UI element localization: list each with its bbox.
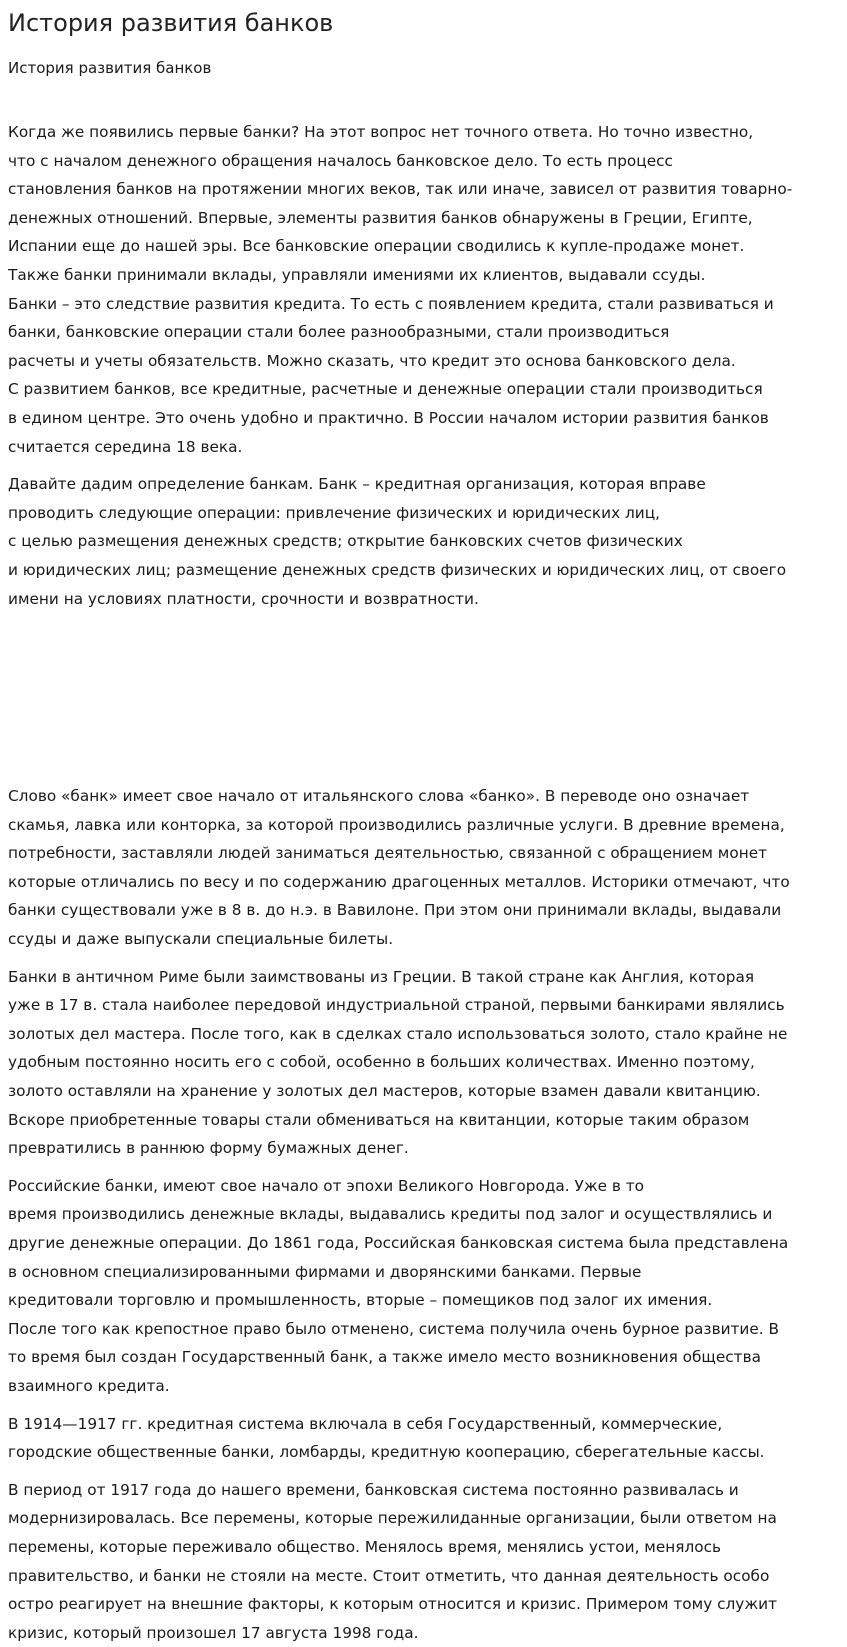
paragraph-word-origin: Слово «банк» имеет свое начало от итальянского слова «банко». В переводе оно означает скамья, лавка или конторка, за которой производились различные услуги. В древние времена, потребности, заставляли людей заниматься деятельностью, связанной с обращением монет которые отличались по весу и по содержанию драгоценных металлов. Историки отмечают, что банки существовали уже в 8 в. до н.э. в Вавилоне. При этом они принимали вклады, выдавали ссуды и даже выпускали специальные билеты. <box>8 787 790 949</box>
article-subtitle: История развития банков <box>8 59 212 77</box>
paragraph-definition: Давайте дадим определение банкам. Банк – кредитная организация, которая вправе проводить следующие операции: привлечение физических и юридических лиц, с целью размещения денежных средств; открытие банковских счетов физических и юридических лиц; размещение денежных средств физических и юридических лиц, от своего имени на условиях платности, срочности и возвратности. <box>8 475 787 608</box>
article-body <box>8 118 839 1647</box>
paragraph-modern-period: В период от 1917 года до нашего времени, банковская система постоянно развивалась и модернизировалась. Все перемены, которые пережилиданные организации, были ответом на перемены, которые переживало общество. Менялось время, менялись устои, менялось правительство, и банки не стояли на месте. Стоит отметить, что данная деятельность особо остро реагирует на внешние факторы, к которым относится и кризис. Примером тому служит кризис, который произошел 17 августа 1998 года. <box>8 1480 777 1642</box>
paragraph-1914-1917: В 1914—1917 гг. кредитная система включала в себя Государственный, коммерческие, городские общественные банки, ломбарды, кредитную кооперацию, сберегательные кассы. <box>8 1414 765 1462</box>
paragraph-russian-banks: Российские банки, имеют свое начало от эпохи Великого Новгорода. Уже в то время производились денежные вклады, выдавались кредиты под залог и осуществлялись и другие денежные операции. До 1861 года, Российская банковская система была представлена в основном специализированными фирмами и дворянскими банками. Первые кредитовали торговлю и промышленность, вторые – помещиков под залог их имения. После того как крепостное право было отменено, система получила очень бурное развитие. В то время был создан Государственный банк, а также имело место возникновения общества взаимного кредита. <box>8 1176 789 1395</box>
paragraph-rome-england: Банки в античном Риме были заимствованы из Греции. В такой стране как Англия, которая уже в 17 в. стала наиболее передовой индустриальной страной, первыми банкирами являлись золотых дел мастера. После того, как в сделках стало использоваться золото, стало крайне не удобным постоянно носить его с собой, особенно в больших количествах. Именно поэтому, золото оставляли на хранение у золотых дел мастеров, которые взамен давали квитанцию. Вскоре приобретенные товары стали обмениваться на квитанции, которые таким образом превратились в раннюю форму бумажных денег. <box>8 967 788 1158</box>
paragraph-origins: Когда же появились первые банки? На этот вопрос нет точного ответа. Но точно известно, что с началом денежного обращения началось банковское дело. То есть процесс становления банков на протяжении многих веков, так или иначе, зависел от развития товарно- денежных отношений. Впервые, элементы развития банков обнаружены в Греции, Египте, Испании еще до нашей эры. Все банковские операции сводились к купле-продаже монет. Также банки принимали вклады, управляли имениями их клиентов, выдавали ссуды. Банки – это следствие развития кредита. То есть с появлением кредита, стали развиваться и банки, банковские операции стали более разнообразными, стали производиться расчеты и учеты обязательств. Можно сказать, что кредит это основа банковского дела. С развитием банков, все кредитные, расчетные и денежные операции стали производиться в едином центре. Это очень удобно и практично. В России началом истории развития банков считается середина 18 века. <box>8 123 793 456</box>
empty-space <box>8 622 839 782</box>
page-title: История развития банков <box>8 9 334 37</box>
